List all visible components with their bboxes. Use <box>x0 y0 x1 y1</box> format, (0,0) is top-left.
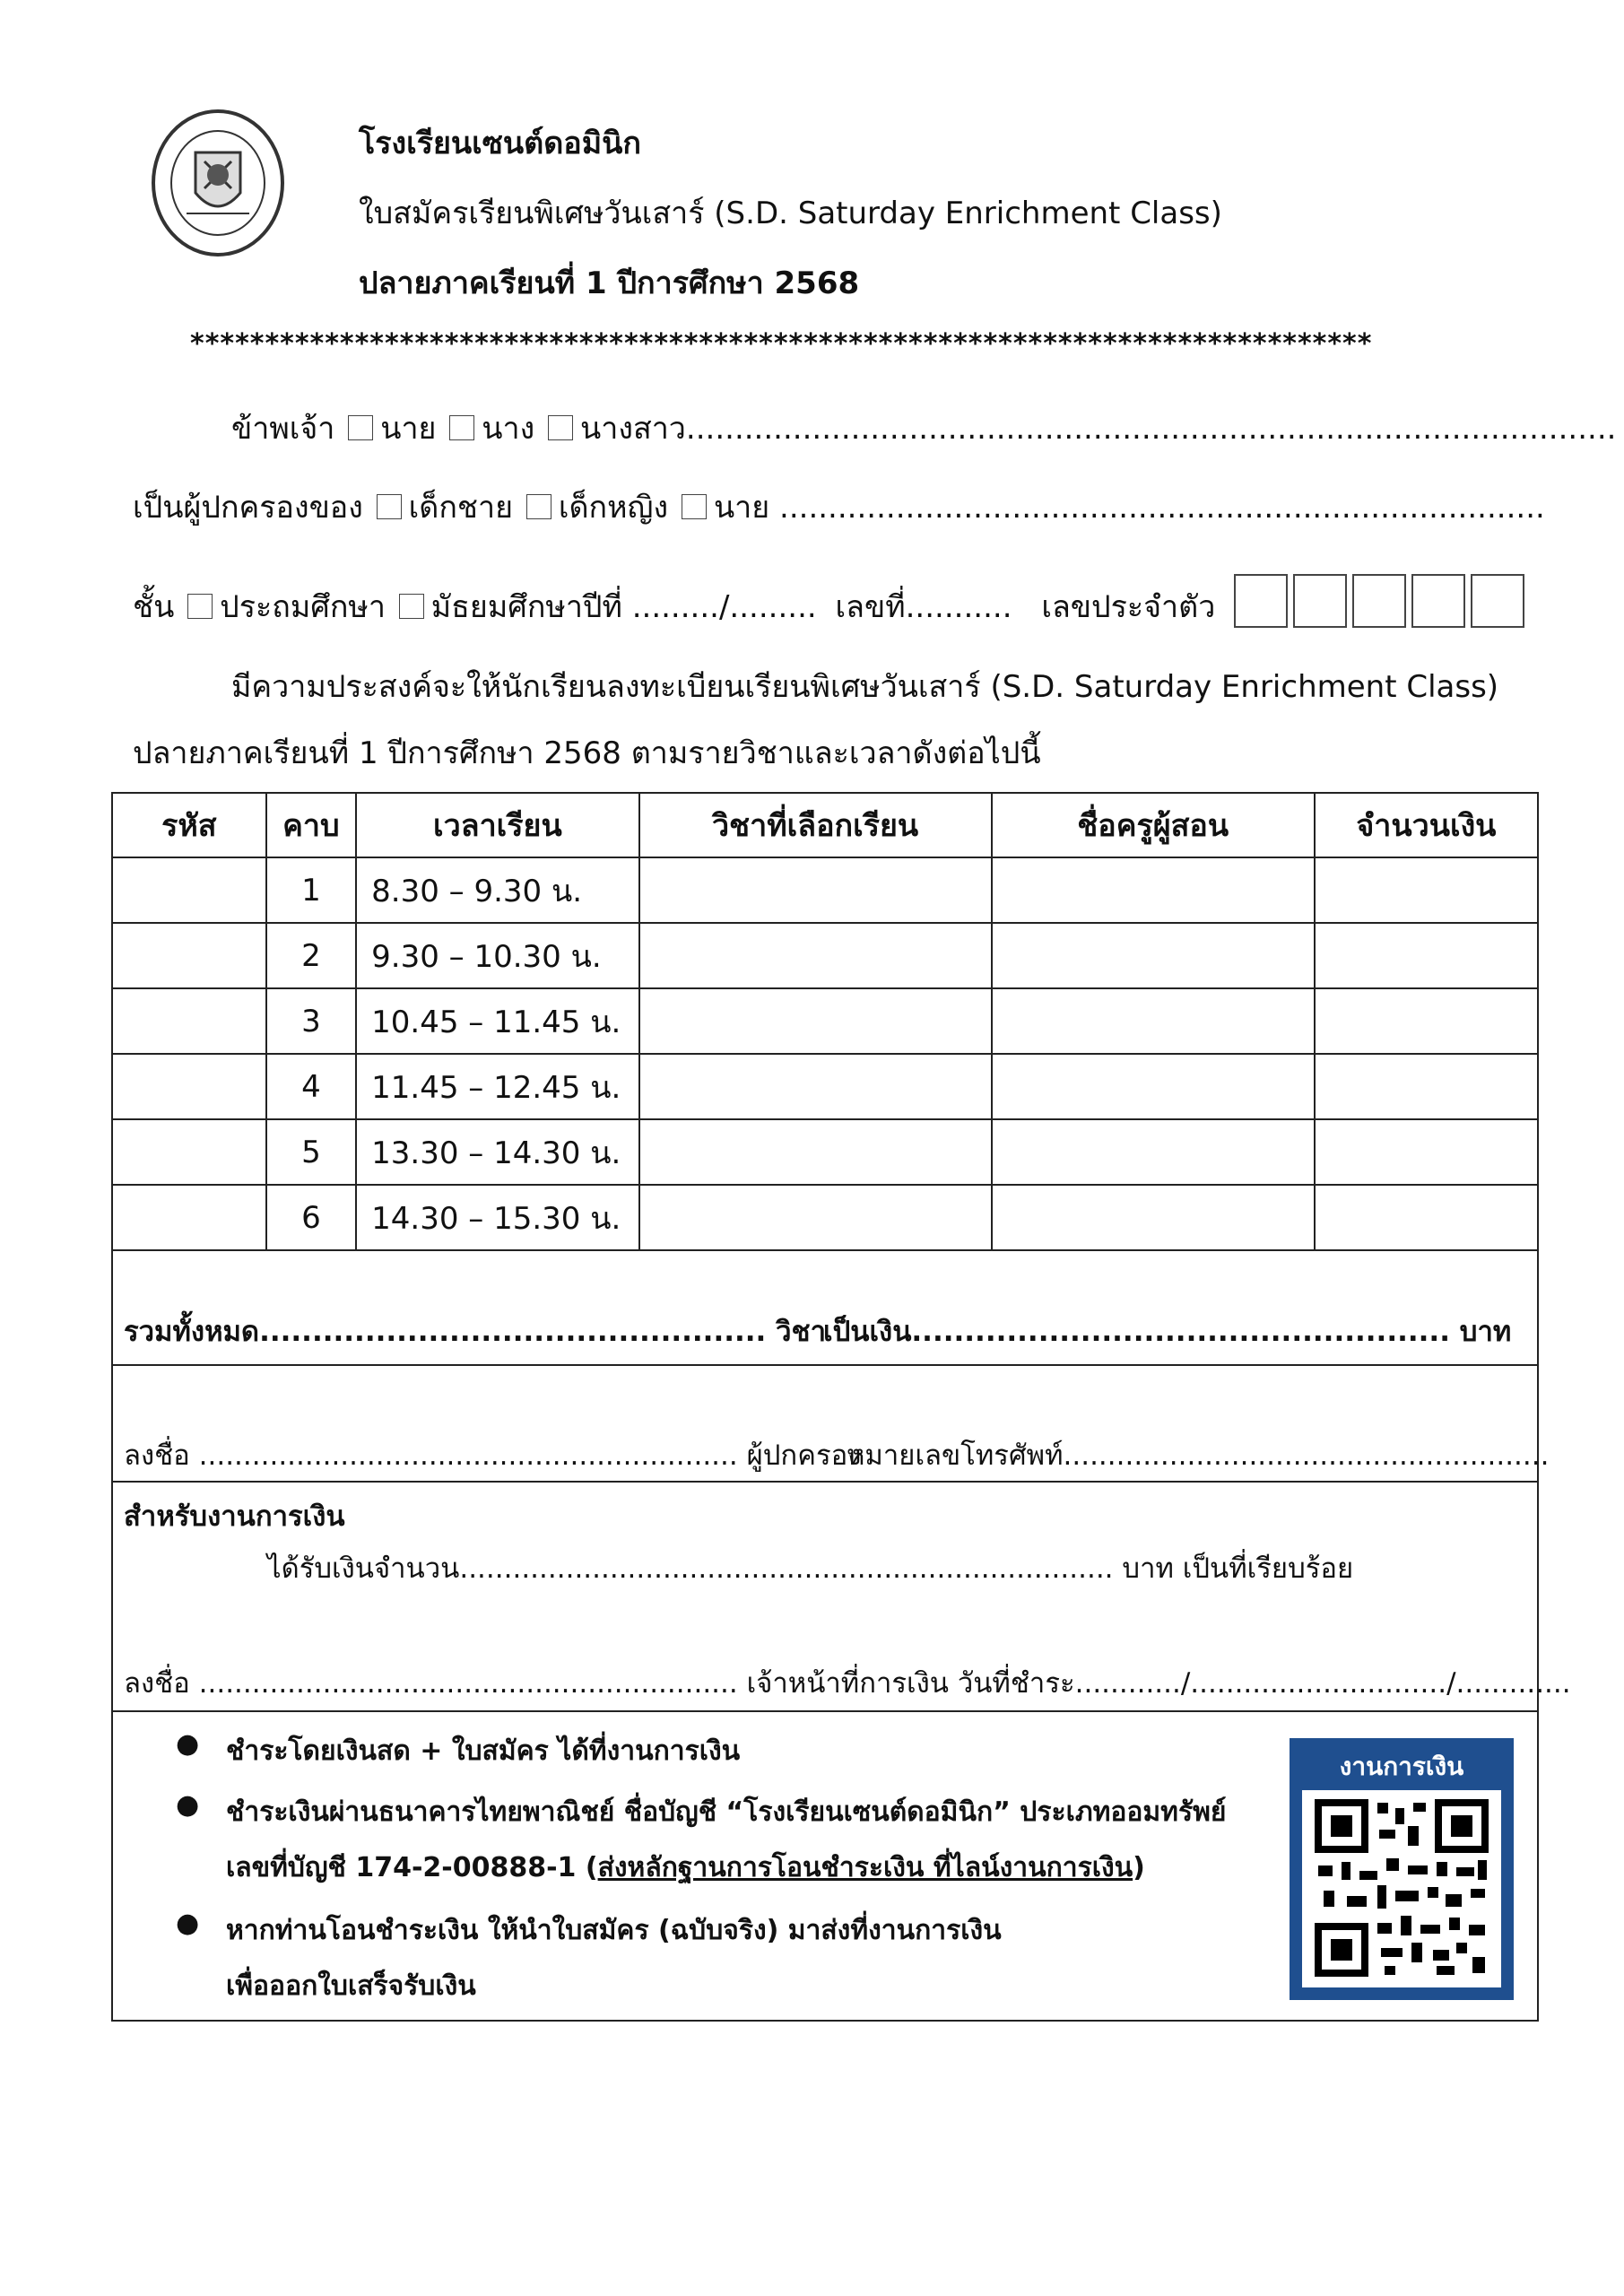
total-money-field[interactable]: เป็นเงิน................................................... บาท <box>823 1316 1512 1348</box>
teacher-cell[interactable] <box>992 1054 1315 1119</box>
period-cell: 2 <box>266 923 357 988</box>
student-name-field[interactable]: ............................................................................... <box>779 490 1545 526</box>
qr-title: งานการเงิน <box>1339 1752 1464 1781</box>
note-original-line-1: หากท่านโอนชำระเงิน ให้นำใบสมัคร (ฉบับจริง) มาส่งที่งานการเงิน <box>226 1915 1002 1946</box>
table-row <box>112 988 1538 1054</box>
form-title: ใบสมัครเรียนพิเศษวันเสาร์ (S.D. Saturday Enrichment Class) <box>359 196 1222 231</box>
checkbox-secondary[interactable] <box>399 594 424 619</box>
applicant-name-field[interactable]: ................................................................................................ <box>685 411 1617 447</box>
total-section <box>111 1249 1539 1366</box>
label-girl: เด็กหญิง <box>558 490 669 526</box>
table-row <box>112 857 1538 923</box>
applicant-line <box>231 404 1616 452</box>
student-id-box-3[interactable] <box>1352 574 1406 628</box>
period-cell: 4 <box>266 1054 357 1119</box>
code-cell[interactable] <box>112 988 266 1054</box>
teacher-cell[interactable] <box>992 857 1315 923</box>
header-time: เวลาเรียน <box>356 793 638 857</box>
code-cell[interactable] <box>112 1054 266 1119</box>
bullet-icon: ● <box>176 1728 200 1760</box>
note-cash: ชำระโดยเงินสด + ใบสมัคร ได้ที่งานการเงิน <box>226 1735 741 1767</box>
line-finance-link[interactable]: ส่งหลักฐานการโอนชำระเงิน ที่ไลน์งานการเงิน <box>597 1852 1133 1883</box>
checkbox-mr-student[interactable] <box>682 494 707 519</box>
teacher-cell[interactable] <box>992 923 1315 988</box>
period-cell: 1 <box>266 857 357 923</box>
account-number: เลขที่บัญชี 174-2-00888-1 ( <box>226 1852 598 1883</box>
code-cell[interactable] <box>112 923 266 988</box>
header-amount: จำนวนเงิน <box>1315 793 1538 857</box>
subject-cell[interactable] <box>639 1054 992 1119</box>
school-name: โรงเรียนเซนต์ดอมินิก <box>359 126 641 161</box>
teacher-cell[interactable] <box>992 1119 1315 1185</box>
student-id-box-4[interactable] <box>1411 574 1465 628</box>
code-cell[interactable] <box>112 1119 266 1185</box>
checkbox-girl[interactable] <box>526 494 551 519</box>
checkbox-mr[interactable] <box>348 415 373 440</box>
class-prefix: ชั้น <box>133 589 175 625</box>
time-cell: 9.30 – 10.30 น. <box>356 923 638 988</box>
label-mr: นาย <box>380 411 437 447</box>
time-cell: 11.45 – 12.45 น. <box>356 1054 638 1119</box>
teacher-cell[interactable] <box>992 988 1315 1054</box>
label-boy: เด็กชาย <box>408 490 514 526</box>
phone-field[interactable]: หมายเลขโทรศัพท์....................................................... <box>847 1439 1550 1472</box>
guardian-signature-field[interactable]: ลงชื่อ ............................................................. ผู้ปกครอง <box>124 1439 862 1472</box>
label-miss: นางสาว <box>580 411 686 447</box>
time-cell: 14.30 – 15.30 น. <box>356 1185 638 1250</box>
header-period: คาบ <box>266 793 357 857</box>
note-transfer-line-2 <box>226 1847 1145 1889</box>
table-header-row <box>112 793 1538 857</box>
received-amount-field[interactable]: ได้รับเงินจำนวน.......................................................................... บาท เป็นที่เรียบร้อย <box>267 1552 1354 1585</box>
code-cell[interactable] <box>112 857 266 923</box>
time-cell: 8.30 – 9.30 น. <box>356 857 638 923</box>
guardian-prefix: เป็นผู้ปกครองของ <box>133 490 363 526</box>
finance-title: สำหรับงานการเงิน <box>124 1500 345 1533</box>
amount-cell[interactable] <box>1315 988 1538 1054</box>
checkbox-primary[interactable] <box>187 594 213 619</box>
subject-cell[interactable] <box>639 988 992 1054</box>
table-row <box>112 1054 1538 1119</box>
label-mrs: นาง <box>482 411 535 447</box>
time-cell: 10.45 – 11.45 น. <box>356 988 638 1054</box>
bullet-icon: ● <box>176 1908 200 1939</box>
subject-cell[interactable] <box>639 1119 992 1185</box>
finance-signature-field[interactable]: ลงชื่อ ............................................................. เจ้าหน้าที่การเงิน วันที่ชำระ............/............................./............. <box>124 1667 1571 1700</box>
header-subject: วิชาที่เลือกเรียน <box>639 793 992 857</box>
note-transfer-line-1: ชำระเงินผ่านธนาคารไทยพาณิชย์ ชื่อบัญชี “โรงเรียนเซนต์ดอมินิก” ประเภทออมทรัพย์ <box>226 1796 1227 1828</box>
time-cell: 13.30 – 14.30 น. <box>356 1119 638 1185</box>
code-cell[interactable] <box>112 1185 266 1250</box>
checkbox-miss[interactable] <box>548 415 573 440</box>
header-teacher: ชื่อครูผู้สอน <box>992 793 1315 857</box>
amount-cell[interactable] <box>1315 1185 1538 1250</box>
subject-cell[interactable] <box>639 1185 992 1250</box>
applicant-prefix: ข้าพเจ้า <box>231 411 335 447</box>
period-cell: 5 <box>266 1119 357 1185</box>
class-line <box>133 574 1530 631</box>
label-mr-student: นาย <box>713 490 770 526</box>
table-row <box>112 1119 1538 1185</box>
amount-cell[interactable] <box>1315 1119 1538 1185</box>
schedule-table <box>111 792 1539 1251</box>
checkbox-mrs[interactable] <box>449 415 474 440</box>
checkbox-boy[interactable] <box>377 494 402 519</box>
total-subjects-field[interactable]: รวมทั้งหมด................................................ วิชา <box>124 1316 826 1348</box>
student-id-label: เลขประจำตัว <box>1041 589 1216 625</box>
subject-cell[interactable] <box>639 923 992 988</box>
note-original-line-2: เพื่อออกใบเสร็จรับเงิน <box>226 1970 476 2002</box>
label-primary: ประถมศึกษา <box>220 589 386 625</box>
label-secondary: มัธยมศึกษาปีที่ ........./......... <box>430 589 817 625</box>
finance-section <box>111 1481 1571 1712</box>
separator-stars: ******************************************************************************* <box>190 328 1373 360</box>
table-row <box>112 1185 1538 1250</box>
school-logo <box>151 108 285 258</box>
amount-cell[interactable] <box>1315 857 1538 923</box>
closing-paren: ) <box>1133 1852 1145 1883</box>
student-number-field[interactable]: เลขที่........... <box>835 589 1012 625</box>
guardian-line <box>133 483 1545 531</box>
table-row <box>112 923 1538 988</box>
guardian-signature-section <box>111 1364 1550 1483</box>
amount-cell[interactable] <box>1315 923 1538 988</box>
bullet-icon: ● <box>176 1789 200 1821</box>
subject-cell[interactable] <box>639 857 992 923</box>
student-id-box-1[interactable] <box>1234 574 1288 628</box>
student-id-box-2[interactable] <box>1293 574 1347 628</box>
intro-line-2: ปลายภาคเรียนที่ 1 ปีการศึกษา 2568 ตามรายวิชาและเวลาดังต่อไปนี้ <box>133 735 1041 771</box>
student-id-box-5[interactable] <box>1471 574 1524 628</box>
period-cell: 3 <box>266 988 357 1054</box>
finance-qr-card <box>1290 1738 1514 2000</box>
qr-code-icon[interactable] <box>1302 1790 1501 1987</box>
header-code: รหัส <box>112 793 266 857</box>
amount-cell[interactable] <box>1315 1054 1538 1119</box>
intro-line-1: มีความประสงค์จะให้นักเรียนลงทะเบียนเรียนพิเศษวันเสาร์ (S.D. Saturday Enrichment Class) <box>231 669 1499 705</box>
term-title: ปลายภาคเรียนที่ 1 ปีการศึกษา 2568 <box>359 265 860 301</box>
period-cell: 6 <box>266 1185 357 1250</box>
teacher-cell[interactable] <box>992 1185 1315 1250</box>
